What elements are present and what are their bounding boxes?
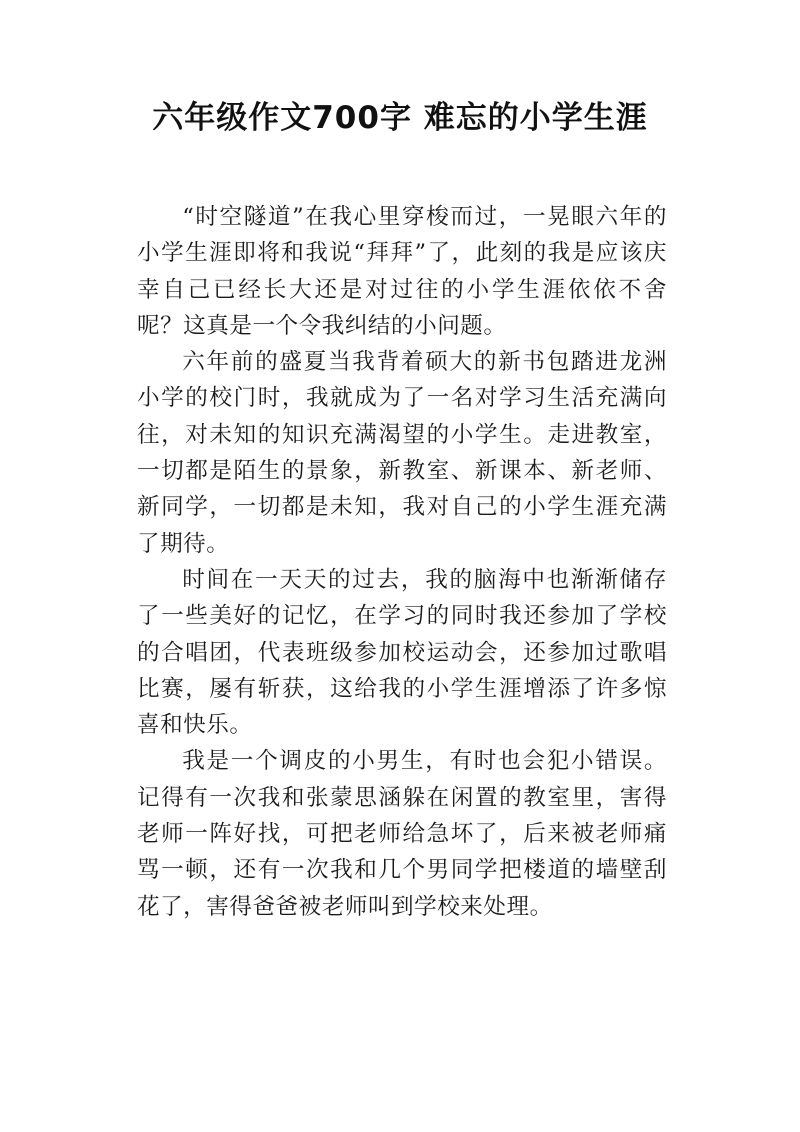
document-body: [137, 199, 667, 925]
paragraph-3: 时间在一天天的过去，我的脑海中也渐渐储存了一些美好的记忆，在学习的同时我还参加了学校的合唱团，代表班级参加校运动会，还参加过歌唱比赛，屡有斩获，这给我的小学生涯增添了许多惊喜和快乐。: [137, 566, 667, 739]
paragraph-1: “时空隧道”在我心里穿梭而过，一晃眼六年的小学生涯即将和我说“拜拜”了，此刻的我是应该庆幸自己已经长大还是对过往的小学生涯依依不舍呢？这真是一个令我纠结的小问题。: [137, 204, 667, 339]
paragraph-2: 六年前的盛夏当我背着硕大的新书包踏进龙洲小学的校门时，我就成为了一名对学习生活充满向往，对未知的知识充满渴望的小学生。走进教室，一切都是陌生的景象，新教室、新课本、新老师、新同学，一切都是未知，我对自己的小学生涯充满了期待。: [137, 349, 667, 557]
document-title: 六年级作文700字 难忘的小学生涯: [152, 100, 648, 136]
paragraph-4: 我是一个调皮的小男生，有时也会犯小错误。记得有一次我和张蒙思涵躲在闲置的教室里，害得老师一阵好找，可把老师给急坏了，后来被老师痛骂一顿，还有一次我和几个男同学把楼道的墙壁刮花了，害得爸爸被老师叫到学校来处理。: [137, 748, 667, 920]
